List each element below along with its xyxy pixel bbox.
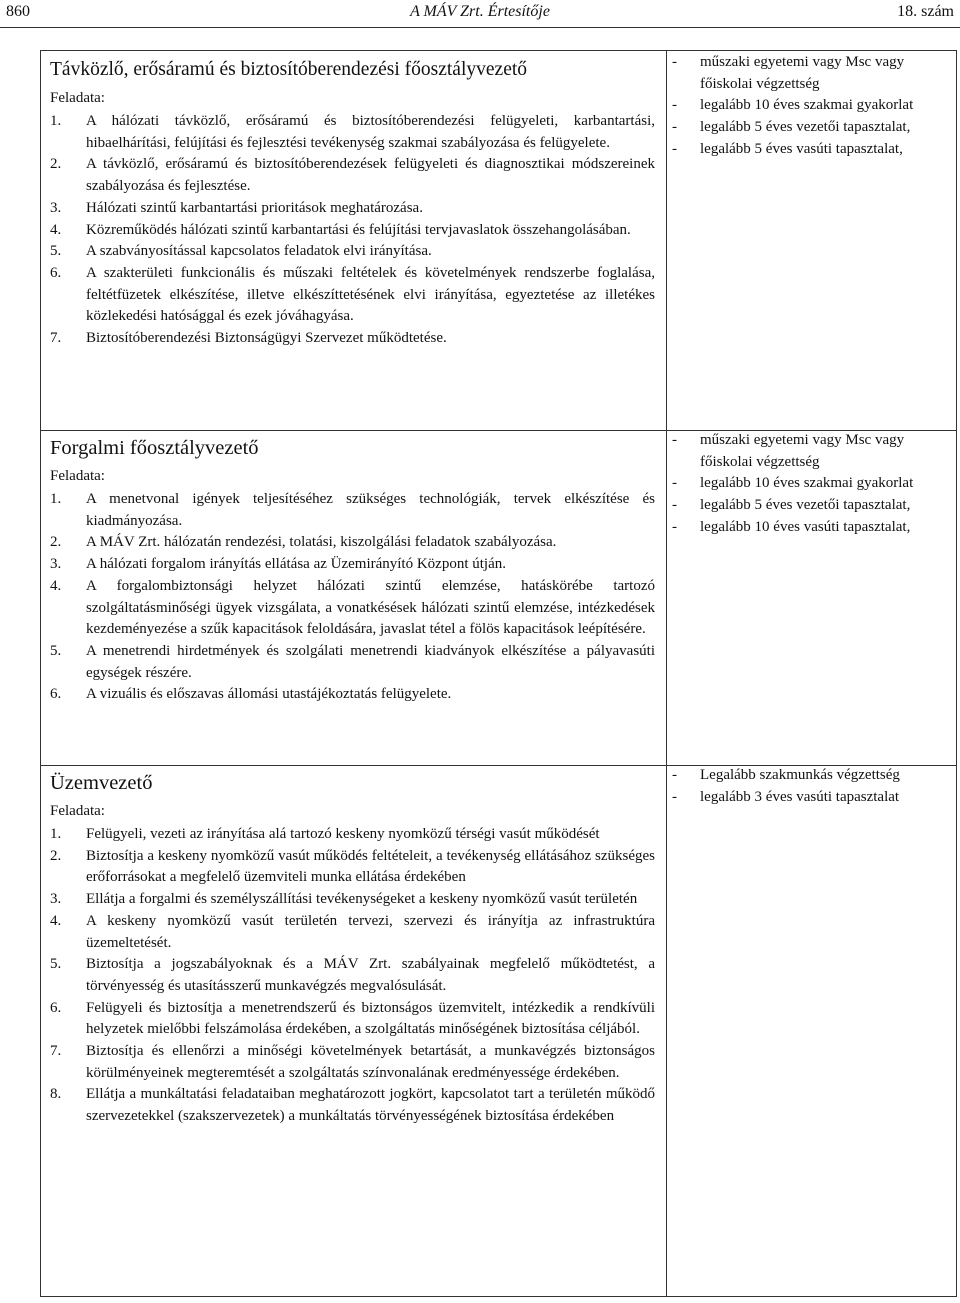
requirement-text: legalább 10 éves vasúti tapasztalat, bbox=[700, 518, 911, 535]
task-text: A hálózati távközlő, erősáramú és biztosítóberendezési felügyeleti, karbantartási, hibaelhárítási, felújítási és fejlesztési tevékenység szakmai szabályozása és felügyelete. bbox=[86, 113, 655, 151]
task-text: Biztosítja a keskeny nyomközű vasút működés feltételeit, a tevékenység ellátásához szükséges erőforrásokat a megfelelő üzemviteli munka ellátása érdekében bbox=[86, 847, 655, 886]
task-text: A menetvonal igények teljesítéséhez szükséges technológiák, tervek elkészítése és kiadmányozása. bbox=[86, 491, 655, 529]
dash-bullet: - bbox=[672, 518, 677, 535]
requirement-text: legalább 5 éves vasúti tapasztalat, bbox=[700, 140, 903, 157]
task-number: 4. bbox=[50, 577, 62, 594]
task-item bbox=[50, 220, 655, 242]
task-text: Felügyeli és biztosítja a menetrendszerű és biztonságos üzemvitelt, intézkedik a rendkívüli helyzetek mielőbbi felszámolása érdekében, a szolgáltatás minőségének biztosítása céljából. bbox=[86, 999, 655, 1038]
task-number: 3. bbox=[50, 556, 62, 573]
requirement-text: legalább 10 éves szakmai gyakorlat bbox=[700, 97, 914, 114]
task-number: 2. bbox=[50, 534, 62, 551]
feladata-label: Feladata: bbox=[50, 803, 105, 819]
requirement-item bbox=[672, 517, 942, 539]
dash-bullet: - bbox=[672, 97, 677, 114]
task-text: Felügyeli, vezeti az irányítása alá tartozó keskeny nyomközű térségi vasút működését bbox=[86, 826, 600, 842]
task-text: A forgalombiztonsági helyzet hálózati szintű elemzése, hatáskörébe tartozó szolgáltatásminőségi ügyek vizsgálata, a vonatkésések hálózati szintű elemzése, intézkedések kezdeményezése a szűk kapacitások feloldására, javaslat tétel a fölös kapacitások leépítésére. bbox=[86, 577, 655, 638]
requirements-cell bbox=[672, 52, 942, 161]
task-number: 6. bbox=[50, 999, 62, 1016]
section-main bbox=[50, 52, 655, 350]
task-text: Biztosítja a jogszabályoknak és a MÁV Zrt. szabályainak megfelelő működtetést, a törvényesség és utasításszerű munkavégzés megvalósulását. bbox=[86, 956, 655, 994]
task-number: 3. bbox=[50, 199, 62, 216]
task-list bbox=[50, 111, 655, 350]
feladata-label: Feladata: bbox=[50, 468, 105, 484]
task-item bbox=[50, 576, 655, 641]
task-text: A MÁV Zrt. hálózatán rendezési, tolatási, kiszolgálási feladatok szabályozása. bbox=[86, 534, 557, 551]
page-number: 860 bbox=[6, 3, 30, 20]
section-main bbox=[50, 430, 655, 706]
requirement-text: legalább 5 éves vezetői tapasztalat, bbox=[700, 497, 911, 514]
requirement-text: műszaki egyetemi vagy Msc vagy főiskolai végzettség bbox=[700, 432, 905, 470]
requirements-list bbox=[672, 52, 942, 161]
task-number: 7. bbox=[50, 330, 62, 347]
dash-bullet: - bbox=[672, 475, 677, 492]
task-item bbox=[50, 1041, 655, 1084]
requirement-item bbox=[672, 765, 942, 787]
task-number: 8. bbox=[50, 1086, 62, 1103]
task-text: Közreműködés hálózati szintű karbantartási és felújítási tervjavaslatok összehangolásában. bbox=[86, 221, 631, 238]
task-text: Ellátja a munkáltatási feladataiban meghatározott jogkört, kapcsolatot tart a területén működő szervezetekkel (szakszervezetek) a munkáltatás törvényességének biztosítása érdekében bbox=[86, 1086, 655, 1125]
requirements-list bbox=[672, 765, 942, 808]
requirement-item bbox=[672, 95, 942, 117]
task-item bbox=[50, 889, 655, 911]
task-item bbox=[50, 641, 655, 684]
task-number: 7. bbox=[50, 1043, 62, 1060]
table-row bbox=[40, 765, 957, 1295]
issue-number: 18. szám bbox=[897, 3, 954, 20]
task-text: A szabványosítással kapcsolatos feladatok elvi irányítása. bbox=[86, 243, 432, 260]
requirement-item bbox=[672, 473, 942, 495]
dash-bullet: - bbox=[672, 119, 677, 136]
task-item bbox=[50, 1084, 655, 1127]
task-number: 6. bbox=[50, 686, 62, 703]
task-number: 5. bbox=[50, 642, 62, 659]
task-list bbox=[50, 489, 655, 706]
requirement-item bbox=[672, 52, 942, 95]
task-number: 2. bbox=[50, 847, 62, 864]
task-item bbox=[50, 154, 655, 197]
requirement-text: legalább 10 éves szakmai gyakorlat bbox=[700, 475, 914, 492]
dash-bullet: - bbox=[672, 54, 677, 70]
requirement-text: Legalább szakmunkás végzettség bbox=[700, 767, 900, 783]
task-item bbox=[50, 263, 655, 328]
requirements-cell bbox=[672, 765, 942, 808]
task-text: A szakterületi funkcionális és műszaki feltételek és követelmények rendszerbe foglalása, feltétfüzetek elkészítése, illetve elkészíttetésének elvi irányítása, egyeztetése az illetékes közlekedési hatósággal és ezek jóváhagyása. bbox=[86, 264, 655, 325]
task-item bbox=[50, 954, 655, 997]
task-text: A menetrendi hirdetmények és szolgálati menetrendi kiadványok elkészítése a pályavasúti egységek részére. bbox=[86, 642, 655, 681]
task-item bbox=[50, 532, 655, 554]
requirement-item bbox=[672, 139, 942, 161]
task-item bbox=[50, 998, 655, 1041]
task-text: Hálózati szintű karbantartási prioritások meghatározása. bbox=[86, 199, 423, 216]
task-number: 5. bbox=[50, 243, 62, 260]
requirement-item bbox=[672, 430, 942, 473]
task-item bbox=[50, 824, 655, 846]
task-number: 5. bbox=[50, 956, 62, 973]
task-item bbox=[50, 241, 655, 263]
task-number: 1. bbox=[50, 826, 62, 842]
task-number: 3. bbox=[50, 891, 62, 908]
task-text: A keskeny nyomközű vasút területén tervezi, szervezi és irányítja az infrastruktúra üzemeltetését. bbox=[86, 912, 655, 951]
task-number: 2. bbox=[50, 156, 62, 173]
task-text: A vizuális és előszavas állomási utastájékoztatás felügyelete. bbox=[86, 686, 452, 703]
page-header bbox=[0, 0, 960, 28]
section-title: Forgalmi főosztályvezető bbox=[50, 437, 259, 459]
task-text: A távközlő, erősáramú és biztosítóberendezések felügyeleti és diagnosztikai módszereinek szabályozása és fejlesztése. bbox=[86, 156, 655, 195]
dash-bullet: - bbox=[672, 767, 677, 783]
requirements-list bbox=[672, 430, 942, 539]
header-rule bbox=[0, 27, 960, 28]
task-text: Biztosítja és ellenőrzi a minőségi követelmények betartását, a munkavégzés biztonságos körülményeinek megteremtését a szolgáltatás színvonalának eredményessége érdekében. bbox=[86, 1043, 655, 1081]
requirements-cell bbox=[672, 430, 942, 539]
requirement-text: műszaki egyetemi vagy Msc vagy főiskolai végzettség bbox=[700, 54, 905, 92]
section-title: Üzemvezető bbox=[50, 772, 153, 794]
task-item bbox=[50, 554, 655, 576]
feladata-label: Feladata: bbox=[50, 90, 105, 106]
task-number: 1. bbox=[50, 491, 62, 507]
task-list bbox=[50, 824, 655, 1128]
dash-bullet: - bbox=[672, 432, 677, 448]
section-main bbox=[50, 765, 655, 1128]
journal-title: A MÁV Zrt. Értesítője bbox=[410, 3, 550, 20]
task-number: 4. bbox=[50, 912, 62, 929]
dash-bullet: - bbox=[672, 140, 677, 157]
task-item bbox=[50, 846, 655, 889]
requirement-text: legalább 3 éves vasúti tapasztalat bbox=[700, 788, 900, 805]
task-text: A hálózati forgalom irányítás ellátása az Üzemirányító Központ útján. bbox=[86, 556, 506, 573]
requirement-item bbox=[672, 117, 942, 139]
requirement-item bbox=[672, 495, 942, 517]
task-item bbox=[50, 911, 655, 954]
task-text: Biztosítóberendezési Biztonságügyi Szervezet működtetése. bbox=[86, 330, 447, 347]
section-title: Távközlő, erősáramú és biztosítóberendezési főosztályvezető bbox=[50, 59, 528, 80]
task-item bbox=[50, 684, 655, 706]
dash-bullet: - bbox=[672, 788, 677, 805]
task-item bbox=[50, 198, 655, 220]
requirement-item bbox=[672, 787, 942, 809]
table-row bbox=[40, 52, 957, 430]
task-number: 1. bbox=[50, 113, 62, 129]
task-number: 6. bbox=[50, 264, 62, 281]
task-item bbox=[50, 328, 655, 350]
requirement-text: legalább 5 éves vezetői tapasztalat, bbox=[700, 119, 911, 136]
task-number: 4. bbox=[50, 221, 62, 238]
task-item bbox=[50, 489, 655, 532]
dash-bullet: - bbox=[672, 497, 677, 514]
task-text: Ellátja a forgalmi és személyszállítási tevékenységeket a keskeny nyomközű vasút területén bbox=[86, 891, 638, 908]
table-row bbox=[40, 430, 957, 765]
task-item bbox=[50, 111, 655, 154]
